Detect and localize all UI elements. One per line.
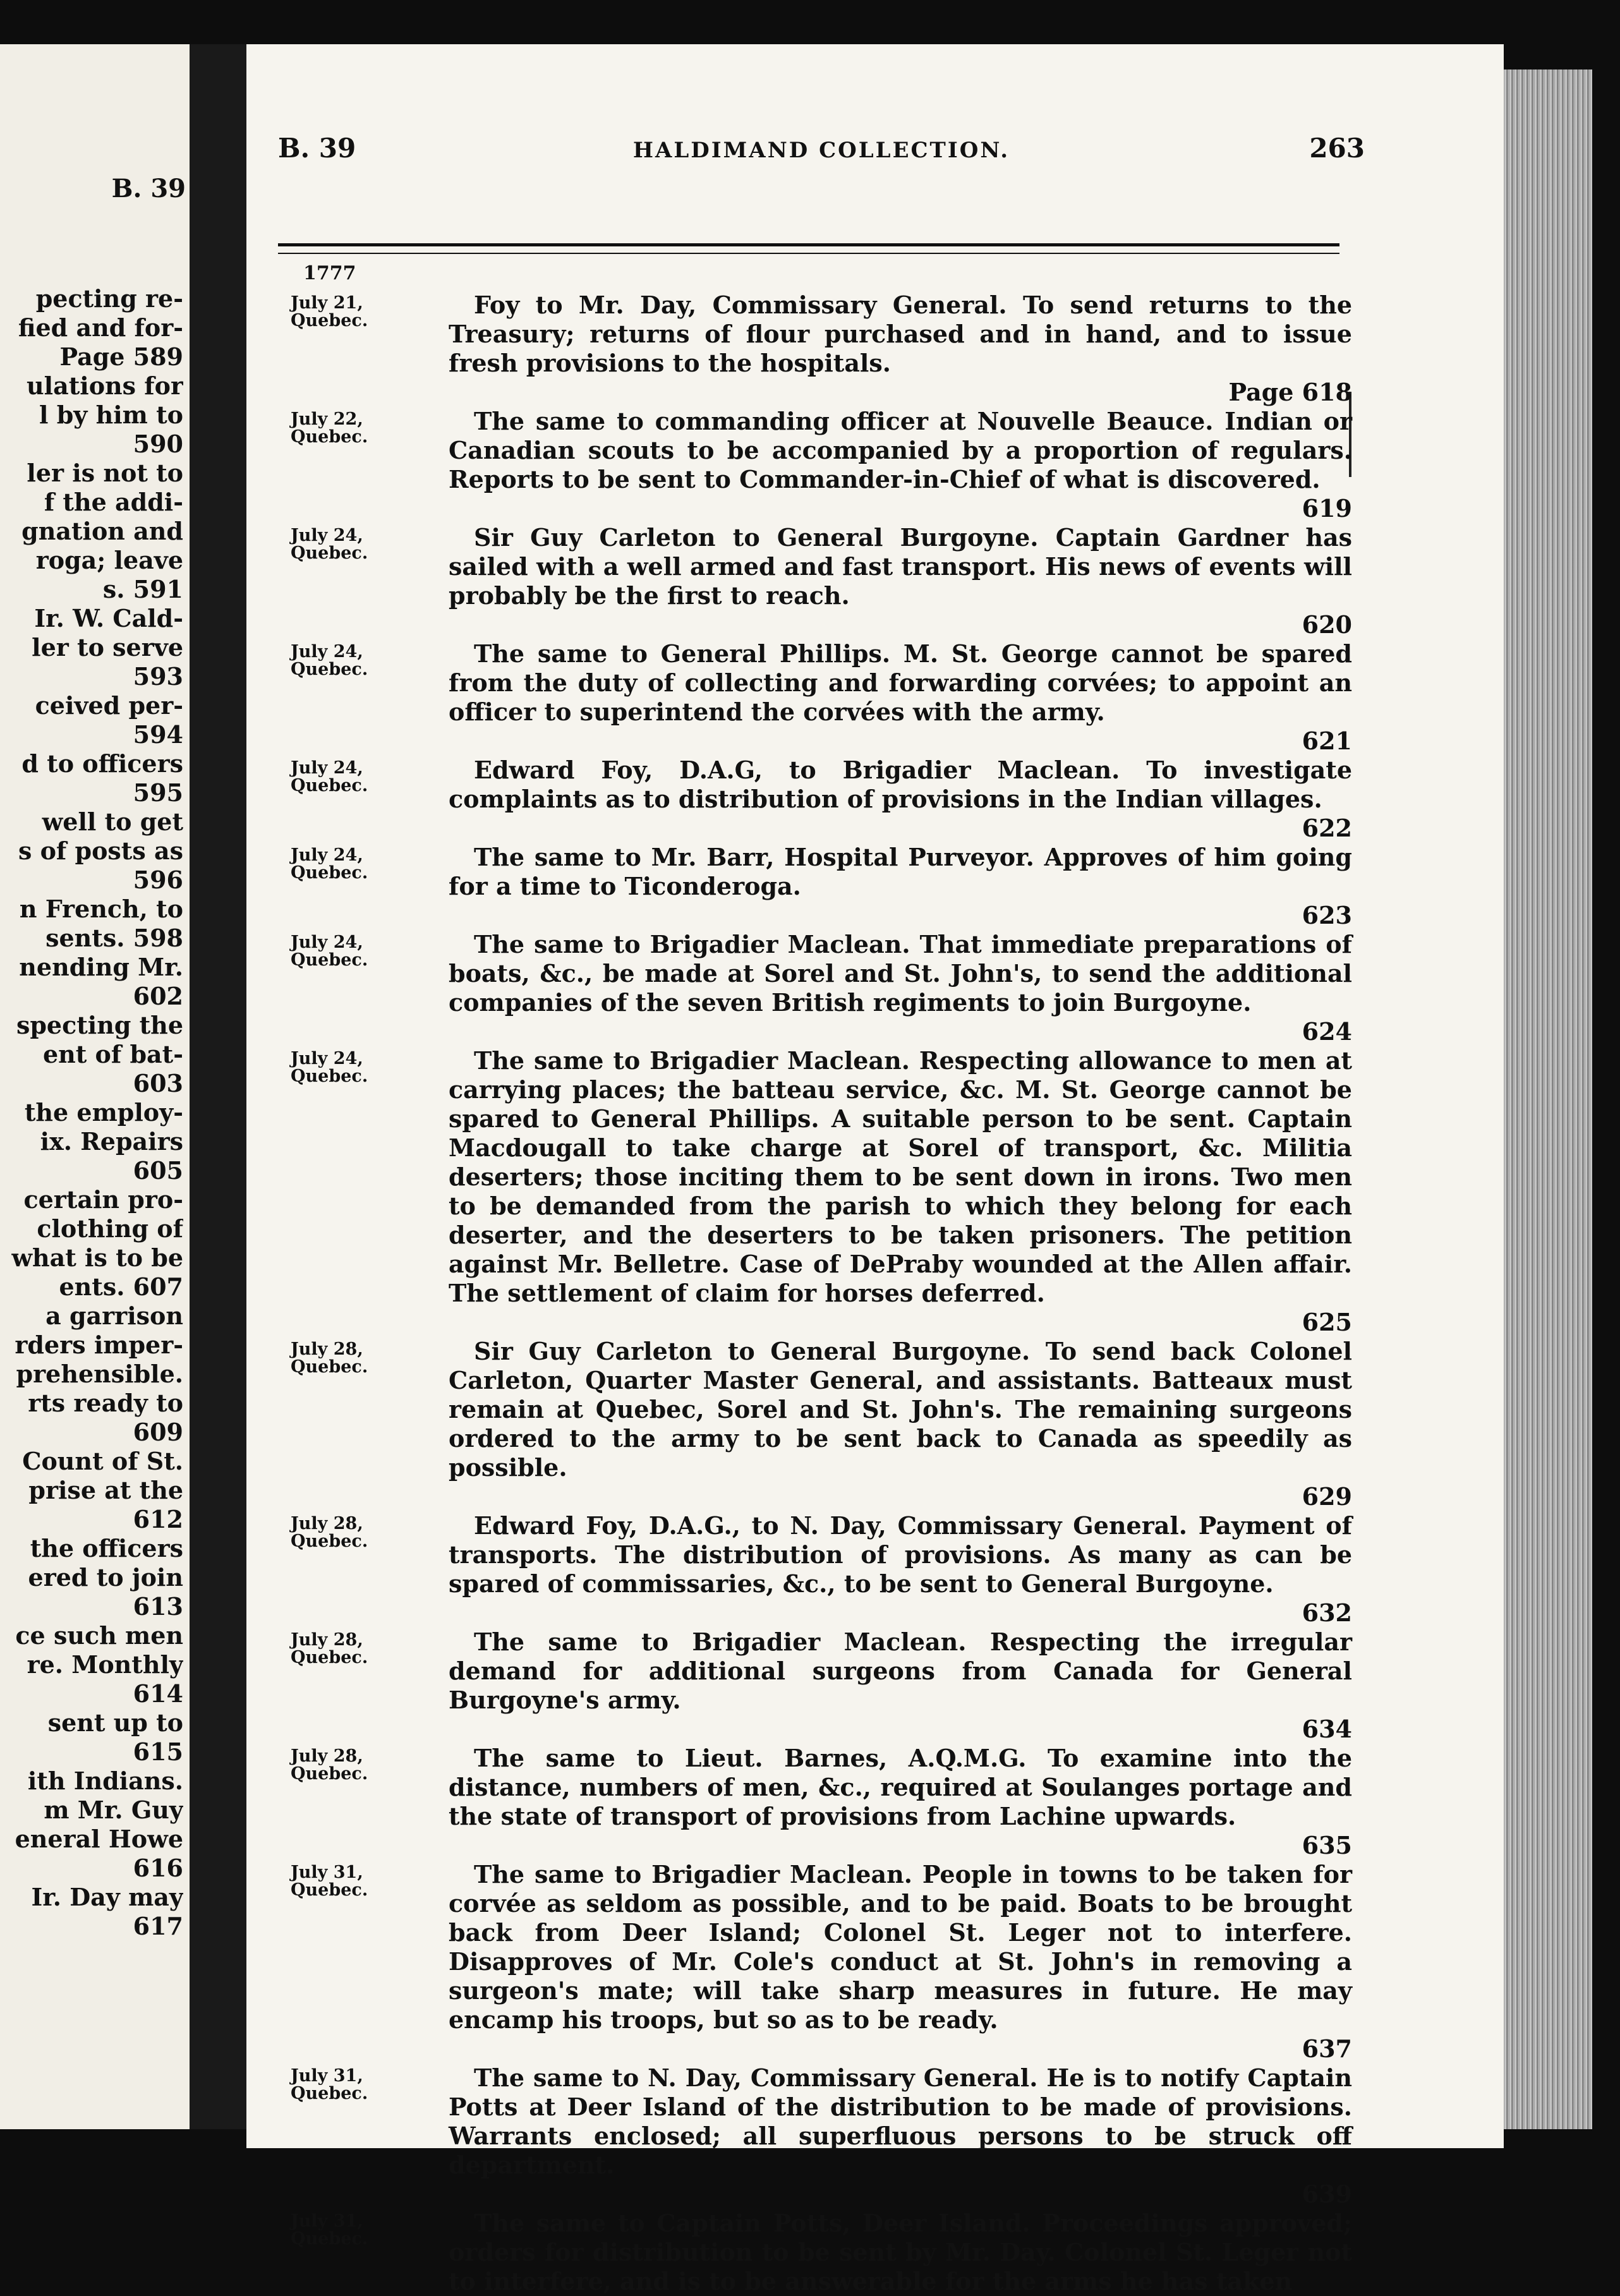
left-page-line: Ir. W. Cald- xyxy=(34,604,183,632)
calendar-entry xyxy=(278,1628,1352,1744)
entry-page-ref: 625 xyxy=(1302,1308,1352,1336)
entry-page-ref: 637 xyxy=(1302,2034,1352,2063)
entry-text: The same to Brigadier Maclean. People in towns to be taken for corvée as seldom as possible, and to be paid. Boats to be brought back from Deer Island; Colonel St. Leger not to interfere. Disapproves of Mr. Cole's conduct at St. John's in removing a surgeon's mate; will take sharp measures in future. He may encamp his troops, but so as to be ready. xyxy=(449,1860,1352,2034)
calendar-entries xyxy=(278,291,1352,2296)
entry-date xyxy=(291,643,436,679)
calendar-entry xyxy=(278,639,1352,756)
entry-text: The same to Brigadier Maclean. Respecting the irregular demand for additional surgeons from Canada for General Burgoyne's army. xyxy=(449,1628,1352,1714)
left-page-line: ent of bat- xyxy=(42,1040,183,1068)
volume-label: B. 39 xyxy=(278,133,356,164)
calendar-entry xyxy=(278,407,1352,523)
entry-date-day: July 28, xyxy=(291,1746,363,1766)
entry-text: Sir Guy Carleton to General Burgoyne. To send back Colonel Carleton, Quarter Master General, and assistants. Batteaux must remain at Quebec, Sorel and St. John's. The remaining surgeons ordered to the army to be sent back to Canada as speedily as possible. xyxy=(449,1337,1352,1482)
entry-page-ref: Page 618 xyxy=(1228,378,1352,406)
entry-date-day: July 24, xyxy=(291,933,363,952)
calendar-entry xyxy=(278,756,1352,843)
left-page-line: the employ- xyxy=(24,1098,183,1127)
entry-date-place: Quebec. xyxy=(291,1764,368,1784)
left-page-line: ith Indians. xyxy=(27,1767,183,1795)
entry-date-day: July 31, xyxy=(291,2066,363,2086)
entry-date-day: July 21, xyxy=(291,293,363,313)
entry-date-day: July 24, xyxy=(291,526,363,545)
entry-text: The same to N. Day, Commissary General. He is to notify Captain Potts at Deer Island of the distribution to be made of provisions. Warrants enclosed; all superfluous persons to be struck off department. xyxy=(449,2063,1352,2179)
left-page-line: ix. Repairs xyxy=(40,1127,183,1156)
entry-date xyxy=(291,2213,436,2248)
left-page-line: 614 xyxy=(133,1679,183,1708)
left-page-line: re. Monthly xyxy=(27,1650,183,1679)
left-page-line: ler to serve xyxy=(32,633,183,662)
left-page-line: 616 xyxy=(133,1854,183,1882)
left-page-line: ents. 607 xyxy=(59,1272,183,1301)
entry-date-day: July 24, xyxy=(291,1049,363,1068)
entry-date-place: Quebec. xyxy=(291,1532,368,1551)
left-page-line: ered to join xyxy=(28,1563,183,1592)
entry-date-place: Quebec. xyxy=(291,1066,368,1086)
entry-text: The same to Brigadier Maclean. Respecting allowance to men at carrying places; the batteau service, &c. M. St. George cannot be spared to General Phillips. A suitable person to be sent. Captain Macdougall to take charge at Sorel of transport, &c. Militia deserters; those inciting them to be sent down in irons. Two men to be demanded from the parish to which they belong for each deserter, and the deserters to be taken prisoners. The petition against Mr. Belletre. Case of DePraby wounded at the Allen affair. The settlement of claim for horses deferred. xyxy=(449,1046,1352,1307)
left-running-head: B. 39 xyxy=(111,174,186,203)
entry-date-place: Quebec. xyxy=(291,1357,368,1377)
book-gutter xyxy=(190,44,246,2129)
entry-page-ref: 621 xyxy=(1302,727,1352,755)
entry-text: Sir Guy Carleton to General Burgoyne. Captain Gardner has sailed with a well armed and fast transport. His news of events will probably be the first to reach. xyxy=(449,523,1352,610)
entry-page-ref: 635 xyxy=(1302,1831,1352,1859)
left-page-line: nending Mr. xyxy=(19,953,183,981)
entry-date-place: Quebec. xyxy=(291,311,368,330)
entry-date xyxy=(291,2067,436,2103)
entry-date xyxy=(291,934,436,969)
entry-date-day: July 31, xyxy=(291,1863,363,1882)
entry-text: The same to Captain Potts, Deer Island. Proceedings approved; orders for distribution to be sent by Mr. Day. Colonel St. Leger not to interfere, and is to be answerable for the arms he has taken xyxy=(449,2209,1352,2295)
entry-date-place: Quebec. xyxy=(291,776,368,795)
entry-text: The same to Lieut. Barnes, A.Q.M.G. To examine into the distance, numbers of men, &c., required at Soulanges portage and the state of transport of provisions from Lachine upwards. xyxy=(449,1744,1352,1830)
calendar-entry xyxy=(278,2209,1352,2296)
entry-date-day: July 31, xyxy=(291,2211,363,2231)
entry-date xyxy=(291,1515,436,1550)
entry-text: The same to commanding officer at Nouvelle Beauce. Indian or Canadian scouts to be accompanied by a proportion of regulars. Reports to be sent to Commander-in-Chief of what is discovered. xyxy=(449,407,1352,493)
left-page-line: 596 xyxy=(133,866,183,894)
entry-date-place: Quebec. xyxy=(291,1880,368,1900)
entry-date-place: Quebec. xyxy=(291,863,368,883)
entry-date-day: July 24, xyxy=(291,758,363,778)
entry-page-ref: 639 xyxy=(1302,2180,1352,2208)
header-rule xyxy=(278,243,1339,246)
left-page-line: 612 xyxy=(133,1505,183,1533)
left-page-line: a garrison xyxy=(45,1302,183,1330)
left-page-line: rders imper- xyxy=(15,1331,183,1359)
entry-date xyxy=(291,411,436,446)
entry-date-place: Quebec. xyxy=(291,660,368,679)
left-page-line: l by him to xyxy=(39,401,183,429)
left-page-line: d to officers xyxy=(21,749,183,778)
left-page-line: specting the xyxy=(16,1011,183,1039)
year-label: 1777 xyxy=(303,262,356,284)
calendar-entry xyxy=(278,2063,1352,2209)
entry-date-day: July 24, xyxy=(291,642,363,662)
entry-page-ref: 632 xyxy=(1302,1598,1352,1627)
entry-date xyxy=(291,1748,436,1783)
left-page-line: eneral Howe xyxy=(15,1825,183,1853)
calendar-entry xyxy=(278,843,1352,930)
left-page-line: 605 xyxy=(133,1156,183,1185)
calendar-entry xyxy=(278,1744,1352,1860)
left-page-line: 613 xyxy=(133,1592,183,1621)
entry-text: The same to General Phillips. M. St. George cannot be spared from the duty of collecting and forwarding corvées; to appoint an officer to superintend the corvées with the army. xyxy=(449,639,1352,726)
calendar-entry xyxy=(278,291,1352,407)
left-page-line: what is to be xyxy=(11,1243,183,1272)
calendar-entry xyxy=(278,1337,1352,1511)
left-page-line: 615 xyxy=(133,1737,183,1766)
collection-title: HALDIMAND COLLECTION. xyxy=(632,138,1010,163)
entry-date-place: Quebec. xyxy=(291,950,368,970)
left-page-line: Count of St. xyxy=(22,1447,183,1475)
calendar-entry xyxy=(278,523,1352,639)
left-page-line: ce such men xyxy=(15,1621,183,1650)
entry-page-ref: 622 xyxy=(1302,814,1352,842)
entry-date xyxy=(291,847,436,882)
left-page-line: f the addi- xyxy=(44,488,183,516)
entry-page-ref: 623 xyxy=(1302,901,1352,929)
left-page-line: pecting re- xyxy=(35,284,183,313)
left-page-line: n French, to xyxy=(19,895,183,923)
left-page-line: ceived per- xyxy=(35,691,183,720)
entry-date xyxy=(291,1631,436,1667)
header-rule-thin xyxy=(278,253,1339,254)
entry-date xyxy=(291,1864,436,1899)
entry-page-ref: 619 xyxy=(1302,494,1352,523)
entry-text: The same to Brigadier Maclean. That immediate preparations of boats, &c., be made at Sorel and St. John's, to send the additional companies of the seven British regiments to join Burgoyne. xyxy=(449,930,1352,1017)
entry-date-day: July 28, xyxy=(291,1514,363,1533)
entry-date-place: Quebec. xyxy=(291,427,368,447)
entry-date xyxy=(291,527,436,562)
entry-page-ref: 629 xyxy=(1302,1482,1352,1511)
entry-date xyxy=(291,759,436,795)
entry-date xyxy=(291,1050,436,1085)
left-page xyxy=(0,44,190,2129)
entry-date xyxy=(291,1341,436,1376)
calendar-entry xyxy=(278,1046,1352,1337)
left-page-line: Ir. Day may xyxy=(31,1883,183,1911)
entry-text: Foy to Mr. Day, Commissary General. To send returns to the Treasury; returns of flour purchased and in hand, and to issue fresh provisions to the hospitals. xyxy=(449,291,1352,377)
entry-text: The same to Mr. Barr, Hospital Purveyor. Approves of him going for a time to Ticonderoga. xyxy=(449,843,1352,900)
left-page-line: sent up to xyxy=(47,1708,183,1737)
left-page-line: rts ready to xyxy=(28,1389,183,1417)
left-page-line: fied and for- xyxy=(18,313,183,342)
left-page-line: s of posts as xyxy=(18,837,183,865)
entry-text: Edward Foy, D.A.G., to N. Day, Commissary General. Payment of transports. The distribution of provisions. As many as can be spared of commissaries, &c., to be sent to General Burgoyne. xyxy=(449,1511,1352,1598)
entry-date-day: July 24, xyxy=(291,845,363,865)
left-page-line: 603 xyxy=(133,1069,183,1097)
left-page-line: gnation and xyxy=(21,517,183,545)
left-page-line: prise at the xyxy=(28,1476,183,1504)
entry-date-day: July 28, xyxy=(291,1630,363,1650)
entry-date-place: Quebec. xyxy=(291,1648,368,1667)
left-page-line: ulations for xyxy=(27,372,183,400)
page-number: 263 xyxy=(1309,133,1365,164)
left-page-text xyxy=(0,284,183,1941)
entry-page-ref: 620 xyxy=(1302,610,1352,639)
entry-date-day: July 22, xyxy=(291,409,363,429)
left-page-line: the officers xyxy=(30,1534,183,1562)
left-page-line: ler is not to xyxy=(27,459,183,487)
entry-date-place: Quebec. xyxy=(291,2229,368,2249)
left-page-line: clothing of xyxy=(37,1214,183,1243)
left-page-line: prehensible. xyxy=(16,1360,183,1388)
left-page-line: 590 xyxy=(133,430,183,458)
left-page-line: 593 xyxy=(133,662,183,691)
left-page-line: 617 xyxy=(133,1912,183,1940)
left-page-line: Page 589 xyxy=(59,342,183,371)
entry-date-place: Quebec. xyxy=(291,2084,368,2103)
entry-text: Edward Foy, D.A.G, to Brigadier Maclean. To investigate complaints as to distribution of provisions in the Indian villages. xyxy=(449,756,1352,813)
entry-date xyxy=(291,294,436,330)
left-page-line: roga; leave xyxy=(35,546,183,574)
left-page-line: m Mr. Guy xyxy=(44,1796,183,1824)
entry-page-ref: 624 xyxy=(1302,1017,1352,1046)
left-page-line: 602 xyxy=(133,982,183,1010)
page-header xyxy=(278,133,1365,171)
calendar-entry xyxy=(278,1511,1352,1628)
entry-page-ref: 634 xyxy=(1302,1715,1352,1743)
calendar-entry xyxy=(278,1860,1352,2063)
left-page-line: 594 xyxy=(133,720,183,749)
entry-date-place: Quebec. xyxy=(291,543,368,563)
left-page-line: s. 591 xyxy=(102,575,183,603)
left-page-line: certain pro- xyxy=(23,1185,183,1214)
calendar-entry xyxy=(278,930,1352,1046)
left-page-line: 609 xyxy=(133,1418,183,1446)
page-edges xyxy=(1504,69,1592,2129)
left-page-line: well to get xyxy=(42,807,183,836)
entry-date-day: July 28, xyxy=(291,1339,363,1359)
left-page-line: 595 xyxy=(133,778,183,807)
left-page-line: sents. 598 xyxy=(45,924,183,952)
